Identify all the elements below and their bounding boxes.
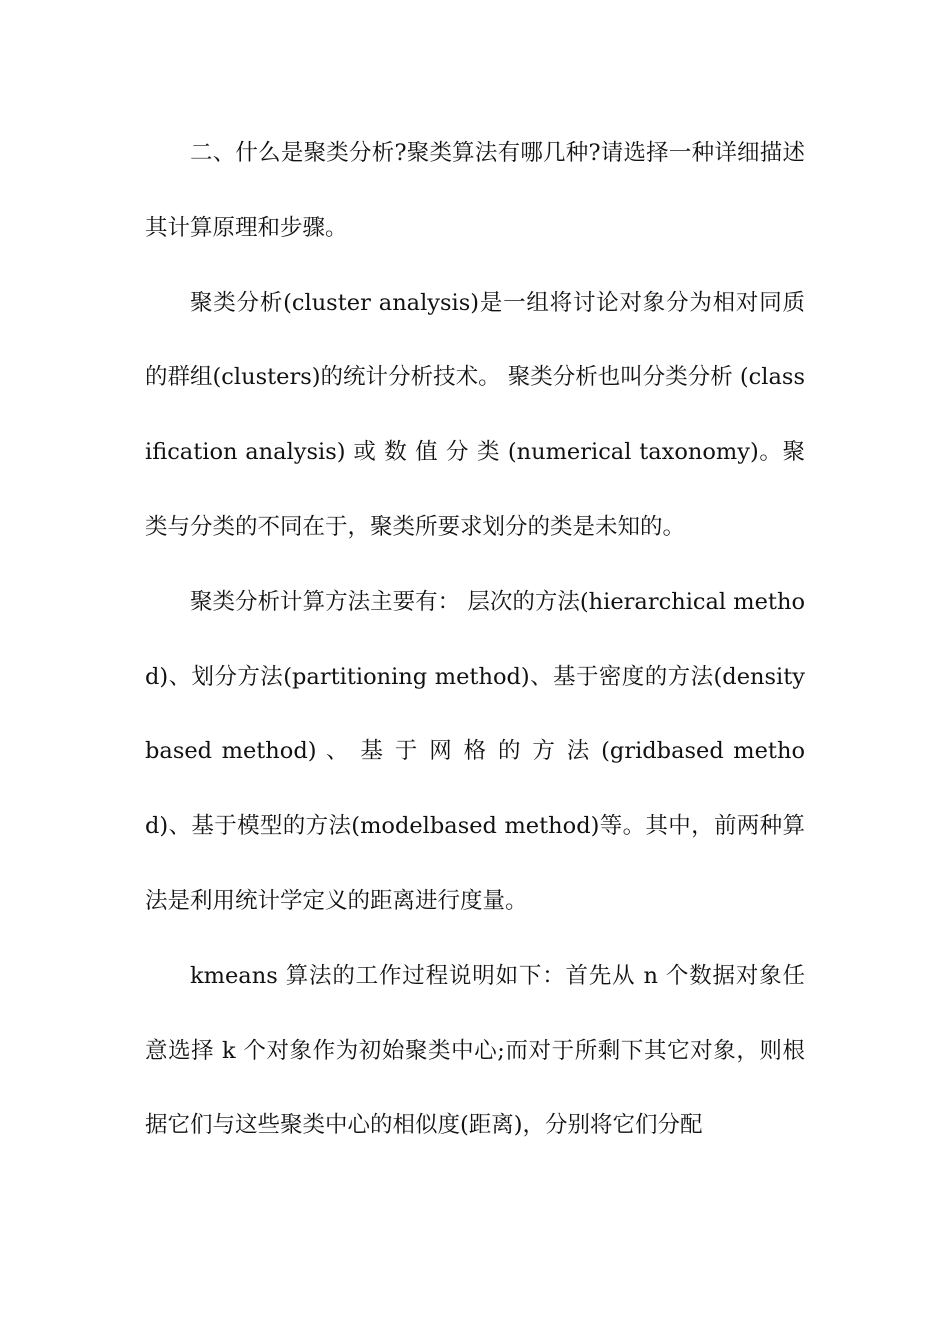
methods-paragraph: 聚类分析计算方法主要有： 层次的方法(hierarchical method)、划分方法(partitioning method)、基于密度的方法(densitybased method) 、 基 于 网 格 的 方 法 (gridbased method)、基于模型的方法(modelbased method)等。其中，前两种算法是利用统计学定义的距离进行度量。	[145, 588, 805, 914]
kmeans-paragraph: kmeans 算法的工作过程说明如下：首先从 n 个数据对象任意选择 k 个对象作为初始聚类中心;而对于所剩下其它对象，则根据它们与这些聚类中心的相似度(距离)，分别将它们分配	[145, 962, 805, 1139]
document-body	[145, 116, 805, 1163]
definition-paragraph: 聚类分析(cluster analysis)是一组将讨论对象分为相对同质的群组(clusters)的统计分析技术。 聚类分析也叫分类分析 (classification analysis) 或 数 值 分 类 (numerical taxonomy)。聚类与分类的不同在于，聚类所要求划分的类是未知的。	[145, 289, 805, 540]
question-paragraph: 二、什么是聚类分析?聚类算法有哪几种?请选择一种详细描述其计算原理和步骤。	[145, 140, 805, 241]
